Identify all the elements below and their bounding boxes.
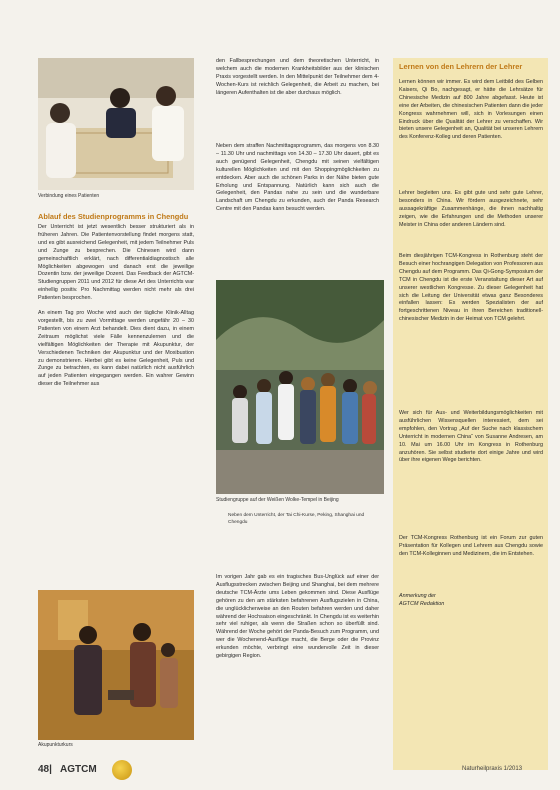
right-paragraph-3: Beim diesjährigen TCM-Kongress in Rothenburg steht der Besuch einer hochrangigen Delegation von Professoren aus Chengdu auf dem Programm. Das Qi-Gong-Symposium der TCM in Chengdu ist die erste Veranstaltung dieser Art auf unserer westlichen Kongresse. Zu dieser Gelegenheit hat sich die Leitung der Universität etwas ganz Besonderes einfallen lassen: Es werden Spezialisten der auf fortgeschrittenen Niveau in ihren Bereichen traditionell-chinesischer Medizin in der Heimat von TCM gelehrt. [399,253,543,323]
photo-acupuncture-class [38,590,194,740]
right-paragraph-2: Lehrer begleiten uns. Es gibt gute und sehr gute Lehrer, besonders in China. Wir fördern ausgezeichnete, sehr aussagekräftige Zusammenhänge, die ihnen nachhaltig zeigen, wie die Erfahrungen und die Methoden unserer Meister in China oder anderen Ländern sind. [399,190,543,228]
middle-paragraph-1: den Fallbesprechungen und dem theoretischen Unterricht, in welchem auch die modernen Krankheitsbilder aus der klinischen Praxis vorgestellt werden. In den Mittelpunkt der Teilnehmer dem 4-Wochen-Kurs ist reichlich Gelegenheit, die Arbeit zu machen, bei längeren Aufenthalten ist die aber durchaus möglich. [216,58,379,96]
agtcm-logo-icon [112,760,132,780]
photo-study-group [216,280,384,494]
right-heading: Lernen von den Lehrern der Lehrer [399,62,523,71]
right-paragraph-1: Lernen können wir immer. Es wird dem Leitbild des Gelben Kaisers, Qi Bo, nachgesagt, er hätte die Lehrsätze für Chinesische Medizin auf 800 Jahre abgefasst. Heute ist eine der Arbeiten, die chinesischen Patienten dann die jeder Kongress wahrnehmen will, sich in Vorlesungen einen Eindruck über die Qualität der Lehrer zu verschaffen. Wir bieten unsere Gelegenheit an, Qualität bei unseren Lehrern des Konferenz-Kolleg und deren Patienten. [399,79,543,141]
signature-line-1: Anmerkung der [399,593,436,599]
caption-photo2: Akupunkturkurs [38,742,73,748]
caption-photo3b: Neben dem Unterricht, der Tai Chi-Kurse, Peking, Shanghai und Chengdu [228,513,365,525]
left-paragraph-2: An einem Tag pro Woche wird auch der tägliche Klinik-Alltag vorgestellt, bis zu zwei Vormittage werden ungefähr 20 – 30 Patienten von einem Arzt behandelt. Dies dient dazu, in einem Zeitraum möglichst viele Fälle kennenzulernen und die vielfältigen Möglichkeiten der Therapie mit Akupunktur, der Verschiedenen Techniken der Akupunktur und der Moxibustion zu demonstrieren. Hierbei gibt es keine Gelegenheit, Puls und Zunge zu betrachten, es kann dabei natürlich nicht ausführlich auf jeden Patienten eingegangen werden. Ein wahrer Gewinn dieser die Teilnehmer aus [38,310,194,388]
left-paragraph-1: Der Unterricht ist jetzt wesentlich besser strukturiert als in früheren Jahren. Die Patientenvorstellung findet morgens statt, und es gibt ausreichend Gelegenheit, mit jedem Teilnehmer Puls und Zunge zu besprechen. Die Chinesen wird dann gemeinschaftlich erklärt, nach differentialdiagnostisch alle Möglichkeiten abgewogen und danach erst die jeweilige Dozentin bzw. der jeweilige Dozent. Das Feedback der AGTCM-Studiengruppen 2011 und 2012 für diese Art des Unterrichts war einhellig positiv. Pro Nachmittag werden nicht mehr als drei Patienten besprochen. [38,224,194,302]
right-paragraph-5: Der TCM-Kongress Rothenburg ist ein Forum zur guten Präsentation für Kollegen und Lehrern aus Chengdu sowie den TCM-Kolleginnen und Medizinern, die im Entstehen. [399,535,543,557]
brand-label: AGTCM [60,764,97,775]
middle-paragraph-2: Neben dem straffen Nachmittagsprogramm, das morgens von 8.30 – 11.30 Uhr und nachmittags von 14.30 – 17.30 Uhr dauert, gibt es auch genügend Gelegenheit, Chengdu mit seinen vielfältigen kulturellen Möglichkeiten und mit den Shoppingmöglichkeiten zu entdecken. Aber auch die schönen Parks in der Nähe bieten gute Erholung und Entspannung. Natürlich kann sich auch die Gelegenheit, den Pandas nahe zu sein und die wunderbare Landschaft um Chengdu zu erkunden, auch der Panda Research Centre mit den Pandas kann besucht werden. [216,143,379,213]
caption-photo3: Studiengruppe auf der Weißen Wolke-Tempel in Beijing [216,497,339,503]
magazine-label: Naturheilpraxis 1/2013 [462,766,523,772]
caption-photo1: Verbindung eines Patienten [38,193,100,199]
photo-patient-consultation [38,58,194,190]
page-number: 48| [38,764,52,775]
left-heading: Ablauf des Studienprogramms in Chengdu [38,212,189,221]
right-paragraph-4: Wer sich für Aus- und Weiterbildungsmöglichkeiten mit ausführlichen Wissensquellen interessiert, dem sei empfohlen, den Vortrag „Auf der Suche nach klassischem Unterricht in modernen China“ von Susanne Andresen, am 10. Mai um 16.00 Uhr im Kongress in Rothenburg anzuhören. Sie selbst studierte dort einige Jahre und wird über ihre eigenen Wege berichten. [399,410,543,464]
signature-line-2: AGTCM Redaktion [399,601,445,607]
middle-paragraph-3: Im vorigen Jahr gab es ein tragisches Bus-Unglück auf einer der Ausflugsstrecken zwischen Beijing und Shanghai, bei dem mehrere deutsche TCM-Ärzte ums Leben gekommen sind. Diese Ausflüge gehören zu den am stärksten befahrenen Ausflugszielen in China, die unglücklicherweise an den Routen befahren werden und daher während der Hochsaison eingeschränkt. In Chengdu ist es weiterhin sehr viel ruhiger, als wenn die Straßen schon so überfüllt sind. Während der Woche gehört der Panda-Besuch zum Programm, und wer die Wochenend-Ausflüge macht, die Berge oder die Provinz erkunden möchte, verbringt eine wundervolle Zeit in dieser gebirgigen Region. [216,574,379,660]
